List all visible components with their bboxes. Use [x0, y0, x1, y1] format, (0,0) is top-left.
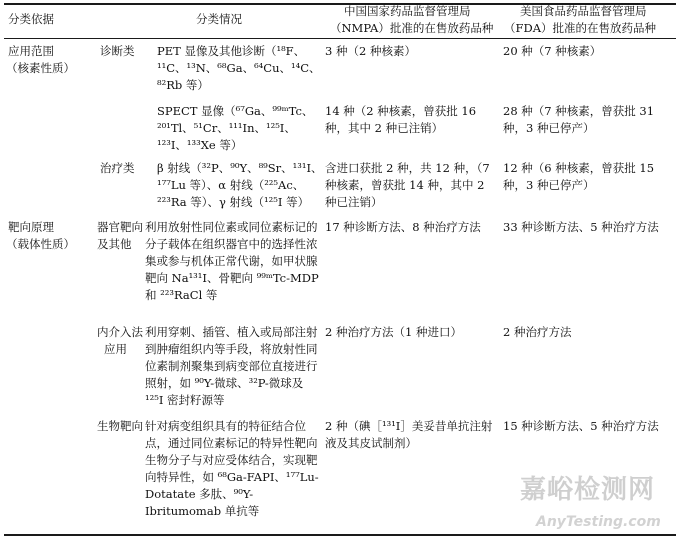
pet-fda: 20 种（7 种核素） [503, 44, 602, 58]
table-bottom-rule [4, 534, 676, 536]
row-intervention-label-line1: 内介入法 [97, 325, 143, 339]
bio-nmpa: 2 种（碘［¹³¹I］美妥昔单抗注射液及其皮试制剂） [325, 419, 493, 450]
organ-description: 利用放射性同位素或同位素标记的分子载体在组织器官中的选择性浓集或参与机体正常代谢，如甲状腺靶向 Na¹³¹I、骨靶向 ⁹⁹ᵐTc-MDP 和 ²²³RaCl 等 [145, 220, 319, 302]
watermark-en: AnyTesting.com [536, 514, 661, 530]
bio-fda: 15 种诊断方法、5 种治疗方法 [503, 419, 659, 433]
watermark-cn: 嘉峪检测网 [520, 475, 656, 505]
organ-fda: 33 种诊断方法、5 种治疗方法 [503, 220, 659, 234]
group-targeting-line1: 靶向原理 [8, 220, 54, 234]
therapy-fda: 12 种（6 种核素，曾获批 15 种，3 种已停产） [503, 161, 655, 192]
intervention-fda: 2 种治疗方法 [503, 325, 572, 339]
header-fda-line1: 美国食品药品监督管理局 [520, 4, 647, 18]
group-targeting-line2: （载体性质） [6, 237, 75, 251]
header-basis: 分类依据 [8, 12, 54, 26]
intervention-description: 利用穿刺、插管、植入或局部注射到肿瘤组织内等手段，将放射性同位素制剂聚集到病变部位直接进行照射，如 ⁹⁰Y-微球、³²P-微球及 ¹²⁵I 密封籽源等 [145, 325, 318, 407]
row-intervention-label-line2: 应用 [104, 342, 127, 356]
intervention-nmpa: 2 种治疗方法（1 种进口） [325, 325, 462, 339]
therapy-nmpa: 含进口获批 2 种，共 12 种，（7 种核素，曾获批 14 种，其中 2 种已注销） [325, 161, 490, 209]
row-organ-label-line1: 器官靶向 [97, 220, 143, 234]
group-application-line2: （核素性质） [6, 61, 75, 75]
header-nmpa-line2: （NMPA）批准的在售放药品种 [330, 21, 494, 35]
spect-nmpa: 14 种（2 种核素，曾获批 16 种，其中 2 种已注销） [325, 104, 477, 135]
row-organ-label-line2: 及其他 [97, 237, 132, 251]
pet-description: PET 显像及其他诊断（¹⁸F、¹¹C、¹³N、⁶⁸Ga、⁶⁴Cu、¹⁴C、⁸²Rb 等） [157, 44, 321, 92]
row-bio-label: 生物靶向 [97, 419, 143, 433]
header-rule [4, 38, 676, 39]
spect-description: SPECT 显像（⁶⁷Ga、⁹⁹ᵐTc、²⁰¹Tl、⁵¹Cr、¹¹¹In、¹²⁵I、¹²³I、¹³³Xe 等） [157, 104, 314, 152]
header-situation: 分类情况 [196, 12, 242, 26]
row-diagnosis-label: 诊断类 [100, 44, 135, 58]
row-therapy-label: 治疗类 [100, 161, 135, 175]
bio-description: 针对病变组织具有的特征结合位点，通过同位素标记的特异性靶向生物分子与对应受体结合，实现靶向特异性，如 ⁶⁸Ga-FAPI、¹⁷⁷Lu-Dotatate 多肽、⁹⁰Y-Ibritumomab 单抗等 [145, 419, 319, 518]
group-application-line1: 应用范围 [8, 44, 54, 58]
header-nmpa-line1: 中国国家药品监督管理局 [344, 4, 471, 18]
header-fda-line2: （FDA）批准的在售放药品种 [504, 21, 657, 35]
pet-nmpa: 3 种（2 种核素） [325, 44, 416, 58]
organ-nmpa: 17 种诊断方法、8 种治疗方法 [325, 220, 481, 234]
therapy-description: β 射线（³²P、⁹⁰Y、⁸⁹Sr、¹³¹I、¹⁷⁷Lu 等）、α 射线（²²⁵Ac、²²³Ra 等）、γ 射线（¹²⁵I 等） [157, 161, 323, 209]
spect-fda: 28 种（7 种核素，曾获批 31 种，3 种已停产） [503, 104, 655, 135]
